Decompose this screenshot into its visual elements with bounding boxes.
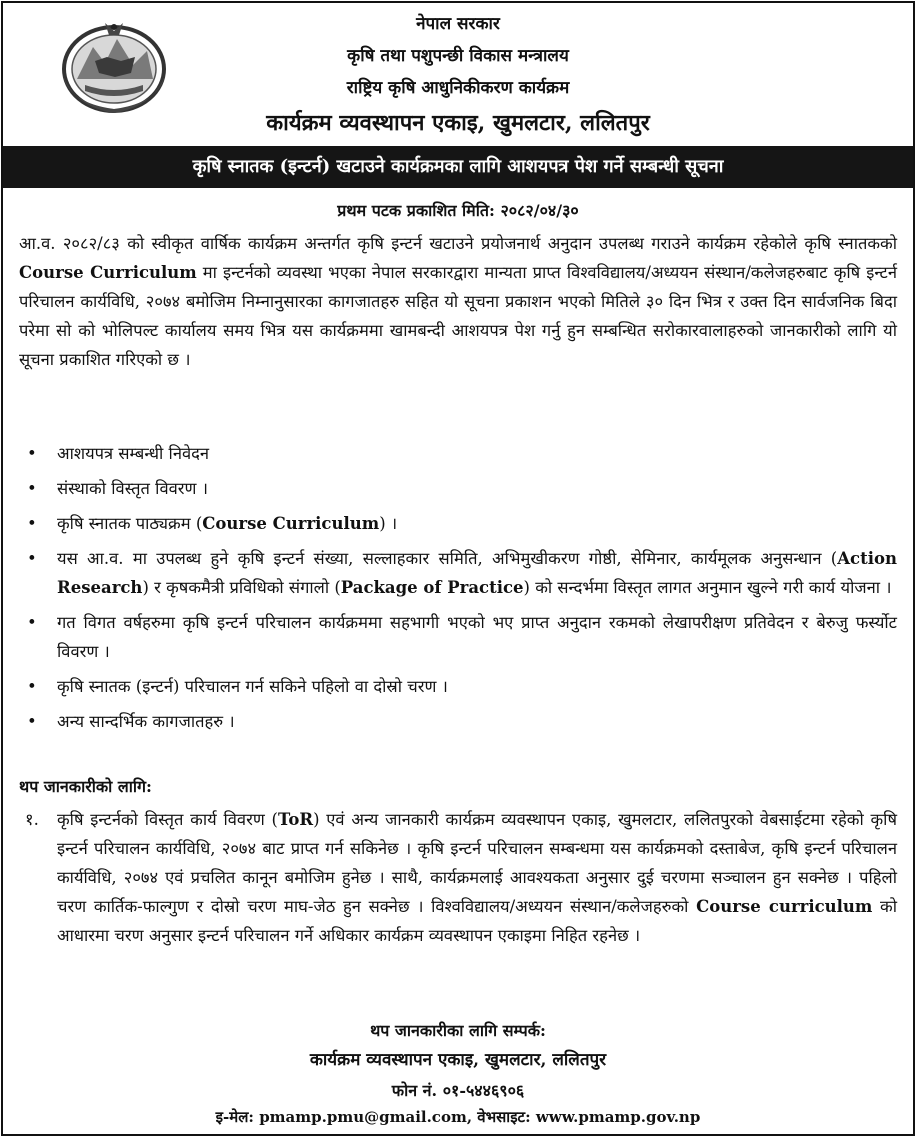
intro-text-2: मा इन्टर्नको व्यवस्था भएका नेपाल सरकारद्वारा मान्यता प्राप्त विश्वविद्यालय/अध्ययन संस्थान/कलेजहरुबाट कृषि इन्टर्न परिचालन कार्यविधि, २०७४ बमोजिम निम्नानुसारका कागजातहरु सहित यो सूचना प्रकाशन भएको मितिले ३० दिन भित्र र उक्त दिन सार्वजनिक बिदा परेमा सो को भोलिपल्ट कार्यालय समय भित्र यस कार्यक्रममा खामबन्दी आशयपत्र पेश गर्नु हुन सम्बन्धित सरोकारवालाहरुको जानकारीको लागि यो सूचना प्रकाशित गरिएको छ । [19,263,897,369]
list-item [19,707,897,736]
list-item [19,474,897,503]
list-item [19,439,897,468]
list-item [19,544,897,602]
intro-paragraph [19,229,897,374]
publication-date: प्रथम पटक प्रकाशित मिति: २०८२/०४/३० [337,201,579,220]
intro-text-1: आ.व. २०८२/८३ को स्वीकृत वार्षिक कार्यक्रम अन्तर्गत कृषि इन्टर्न खटाउने प्रयोजनार्थ अनुदान उपलब्ध गराउने कार्यक्रम रहेकोले कृषि स्नातकको [19,234,897,253]
contact-phone: फोन नं. ०१-५४४६९०६ [391,1081,525,1100]
list-item [19,672,897,701]
website-link[interactable]: www.pmamp.gov.np [535,1108,701,1126]
bullet-icon: • [27,613,37,632]
list-item-bold: Course Curriculum [202,514,380,533]
email-link[interactable]: pmamp.pmu@gmail.com, [259,1108,473,1126]
list-item-text: कृषि स्नातक पाठ्यक्रम ( [57,514,203,533]
list-item-text: को आधारमा चरण अनुसार इन्टर्न परिचालन गर्ने अधिकार कार्यक्रम व्यवस्थापन एकाइमा निहित रहनेछ । [57,897,897,945]
list-item-text: संस्थाको विस्तृत विवरण । [57,479,208,498]
notice-title: कृषि स्नातक (इन्टर्न) खटाउने कार्यक्रमका लागि आशयपत्र पेश गर्ने सम्बन्धी सूचना [3,146,913,188]
list-item [19,509,897,538]
contact-heading: थप जानकारीका लागि सम्पर्क: [370,1021,546,1040]
notice-page [1,1,915,1136]
website-label: वेभसाइट: [477,1108,531,1126]
bullet-icon: • [27,444,37,463]
email-label: इ-मेल: [215,1108,254,1126]
list-item-text: अन्य सान्दर्भिक कागजातहरु । [57,712,235,731]
list-item-text: यस आ.व. मा उपलब्ध हुने कृषि इन्टर्न संख्या, सल्लाहकार समिति, अभिमुखीकरण गोष्ठी, सेमिनार, कार्यमूलक अनुसन्धान ( [57,549,838,568]
list-item-text: ) । [379,514,398,533]
list-item-text: ) को सन्दर्भमा विस्तृत लागत अनुमान खुल्ने गरी कार्य योजना । [523,578,892,597]
list-item-text: गत विगत वर्षहरुमा कृषि इन्टर्न परिचालन कार्यक्रममा सहभागी भएको भए प्राप्त अनुदान रकमको लेखापरीक्षण प्रतिवेदन र बेरुजु फर्स्योट विवरण । [57,613,897,661]
list-item [19,805,897,950]
list-item-bold: ToR [277,810,314,829]
header-office: कार्यक्रम व्यवस्थापन एकाइ, खुमलटार, ललितपुर [266,110,650,136]
bullet-icon: • [27,549,37,568]
header [3,3,913,143]
header-program: राष्ट्रिय कृषि आधुनिकीकरण कार्यक्रम [346,78,570,98]
more-info-list [19,805,897,950]
list-item-number: १. [25,810,39,829]
contact-office: कार्यक्रम व्यवस्थापन एकाइ, खुमलटार, ललितपुर [309,1050,607,1070]
bullet-icon: • [27,479,37,498]
list-item-text: कृषि इन्टर्नको विस्तृत कार्य विवरण ( [57,810,278,829]
bullet-icon: • [27,677,37,696]
header-government: नेपाल सरकार [416,14,500,34]
list-item-bold: Course curriculum [696,897,873,916]
bullet-icon: • [27,712,37,731]
list-item-text: कृषि स्नातक (इन्टर्न) परिचालन गर्न सकिने पहिलो वा दोस्रो चरण । [57,677,448,696]
bullet-icon: • [27,514,37,533]
list-item-bold: Package of Practice [340,578,524,597]
list-item-text: ) एवं अन्य जानकारी कार्यक्रम व्यवस्थापन एकाइ, खुमलटार, ललितपुरको वेबसाईटमा रहेको कृषि इन्टर्न परिचालन कार्यविधि, २०७४ बाट प्राप्त गर्न सकिनेछ । कृषि इन्टर्न परिचालन सम्बन्धमा यस कार्यक्रमको दस्ताबेज, कृषि इन्टर्न परिचालन कार्यविधि, २०७४ एवं प्रचलित कानून बमोजिम हुनेछ । साथै, कार्यक्रमलाई आवश्यकता अनुसार दुई चरणमा सञ्चालन हुन सक्नेछ । पहिलो चरण कार्तिक-फाल्गुण र दोस्रो चरण माघ-जेठ हुन सक्नेछ । विश्वविद्यालय/अध्ययन संस्थान/कलेजहरुको [57,810,897,916]
list-item-text: आशयपत्र सम्बन्धी निवेदन [57,444,210,463]
header-ministry: कृषि तथा पशुपन्छी विकास मन्त्रालय [347,46,569,66]
more-info-heading: थप जानकारीको लागि: [19,777,152,796]
list-item-text: ) र कृषकमैत्री प्रविधिको संगालो ( [142,578,341,597]
list-item [19,608,897,666]
requirements-list [19,439,897,742]
contact-email-web [3,1107,913,1127]
list-item-bold: Action Research [57,549,897,597]
intro-bold-1: Course Curriculum [19,263,197,282]
